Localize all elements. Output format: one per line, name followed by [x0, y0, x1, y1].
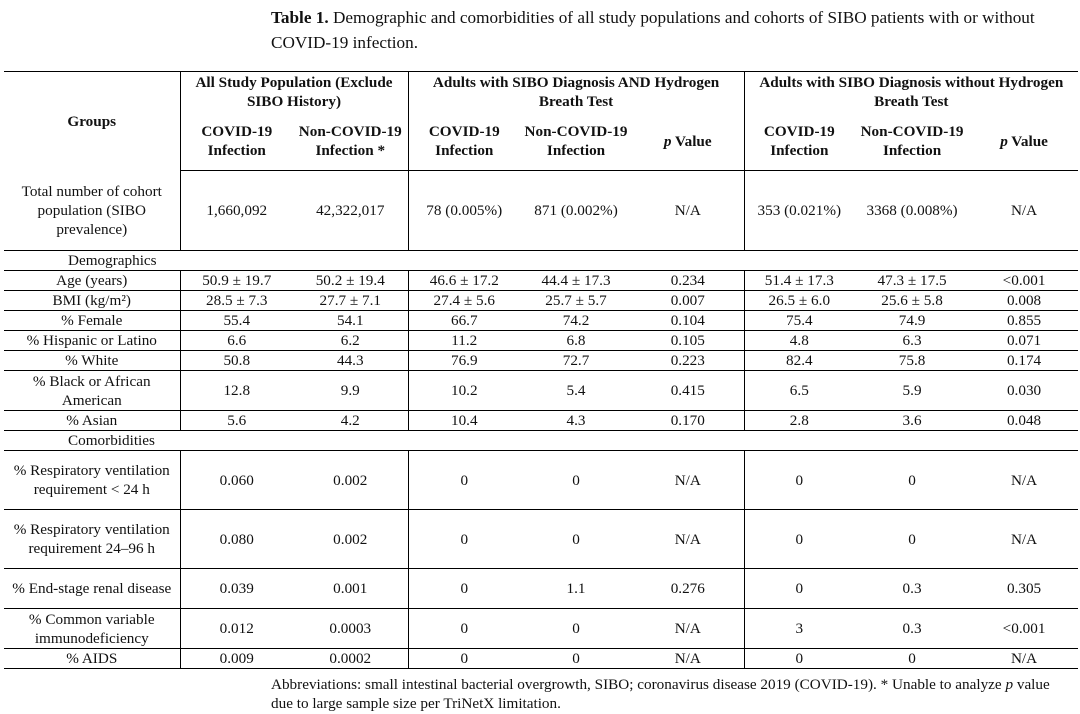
section-row	[4, 431, 1078, 451]
table-cell: 26.5 ± 6.0	[744, 291, 854, 311]
table-cell: 0.305	[970, 569, 1078, 609]
table-cell: 50.2 ± 19.4	[293, 271, 408, 291]
table-caption	[271, 5, 1071, 55]
table-cell: N/A	[632, 451, 744, 510]
p-italic: p	[1000, 132, 1008, 150]
table-cell: 0.234	[632, 271, 744, 291]
table-cell: 0	[744, 510, 854, 569]
table-cell: 0.170	[632, 411, 744, 431]
header-covid-2: COVID-19 Infection	[408, 113, 520, 171]
table-cell: 0.0002	[293, 649, 408, 669]
table-cell: 0.276	[632, 569, 744, 609]
p-rest: Value	[671, 132, 712, 150]
table-cell: 0.009	[180, 649, 293, 669]
table-cell: 50.8	[180, 351, 293, 371]
table-cell: 3	[744, 609, 854, 649]
table-cell: 0.223	[632, 351, 744, 371]
table-cell: 0.002	[293, 510, 408, 569]
table-cell: 42,322,017	[293, 171, 408, 251]
table-row	[4, 171, 1078, 251]
table-cell: 0.3	[854, 569, 970, 609]
table-row	[4, 510, 1078, 569]
table-cell: 44.3	[293, 351, 408, 371]
table-cell: 4.2	[293, 411, 408, 431]
table-cell: 0	[408, 510, 520, 569]
table-cell: 66.7	[408, 311, 520, 331]
table-cell: N/A	[632, 609, 744, 649]
row-label: % Respiratory ventilation requirement 24–96 h	[4, 510, 180, 569]
table-cell: 0.855	[970, 311, 1078, 331]
table-cell: 47.3 ± 17.5	[854, 271, 970, 291]
table-footnote	[271, 675, 1071, 713]
table-cell: 6.5	[744, 371, 854, 411]
table-cell: 0.0003	[293, 609, 408, 649]
header-groups: Groups	[4, 72, 180, 171]
table-cell: N/A	[632, 171, 744, 251]
table-cell: 0.105	[632, 331, 744, 351]
table-cell: 75.4	[744, 311, 854, 331]
row-label: % Hispanic or Latino	[4, 331, 180, 351]
row-label: Age (years)	[4, 271, 180, 291]
header-noncovid-3: Non-COVID-19 Infection	[854, 113, 970, 171]
table-row	[4, 411, 1078, 431]
row-label: % Asian	[4, 411, 180, 431]
table-cell: N/A	[632, 510, 744, 569]
row-label: % Black or African American	[4, 371, 180, 411]
table-cell: 0	[854, 649, 970, 669]
table-cell: 50.9 ± 19.7	[180, 271, 293, 291]
table-cell: 6.2	[293, 331, 408, 351]
table-cell: 4.3	[520, 411, 632, 431]
table-cell: 0.007	[632, 291, 744, 311]
caption-label: Table 1.	[271, 8, 329, 27]
table-cell: 25.7 ± 5.7	[520, 291, 632, 311]
table-row	[4, 351, 1078, 371]
table-cell: 0.071	[970, 331, 1078, 351]
table-cell: 3368 (0.008%)	[854, 171, 970, 251]
table-cell: 51.4 ± 17.3	[744, 271, 854, 291]
footnote-part2: value due to large sample size per TriNetX limitation.	[271, 676, 1050, 712]
table-row	[4, 451, 1078, 510]
header-pvalue-3	[970, 113, 1078, 171]
header-covid-1: COVID-19 Infection	[180, 113, 293, 171]
table-cell: <0.001	[970, 271, 1078, 291]
table-cell: 871 (0.002%)	[520, 171, 632, 251]
table-cell: 75.8	[854, 351, 970, 371]
table-cell: 0	[744, 451, 854, 510]
table-cell: 0	[744, 569, 854, 609]
row-label: % AIDS	[4, 649, 180, 669]
table-cell: 0	[520, 609, 632, 649]
section-label: Comorbidities	[4, 431, 1078, 451]
table-cell: 0.060	[180, 451, 293, 510]
table-row	[4, 271, 1078, 291]
table-cell: 3.6	[854, 411, 970, 431]
table-cell: 11.2	[408, 331, 520, 351]
table-cell: 0	[854, 510, 970, 569]
table-cell: 5.9	[854, 371, 970, 411]
table-cell: 0	[408, 649, 520, 669]
table-cell: 46.6 ± 17.2	[408, 271, 520, 291]
table-cell: 0.002	[293, 451, 408, 510]
table-cell: N/A	[970, 171, 1078, 251]
table-cell: 0	[520, 510, 632, 569]
table-cell: 44.4 ± 17.3	[520, 271, 632, 291]
table-cell: 74.2	[520, 311, 632, 331]
footnote-part1: Abbreviations: small intestinal bacterial overgrowth, SIBO; coronavirus disease 2019 (COVID-19). * Unable to analyze	[271, 676, 1006, 693]
table-cell: 2.8	[744, 411, 854, 431]
row-label: % Respiratory ventilation requirement < 24 h	[4, 451, 180, 510]
table-cell: 72.7	[520, 351, 632, 371]
table-cell: 0.3	[854, 609, 970, 649]
table-cell: 5.6	[180, 411, 293, 431]
table-cell: 0.039	[180, 569, 293, 609]
table-cell: 27.7 ± 7.1	[293, 291, 408, 311]
table-cell: 4.8	[744, 331, 854, 351]
table-cell: 0	[408, 609, 520, 649]
table-cell: 12.8	[180, 371, 293, 411]
table-row	[4, 371, 1078, 411]
table-cell: 0	[854, 451, 970, 510]
table-cell: 54.1	[293, 311, 408, 331]
section-label: Demographics	[4, 251, 1078, 271]
table-cell: 0	[408, 569, 520, 609]
table-row	[4, 291, 1078, 311]
caption-text: Demographic and comorbidities of all study populations and cohorts of SIBO patients with or without COVID-19 infection.	[271, 8, 1035, 52]
table-cell: N/A	[970, 510, 1078, 569]
table-cell: 28.5 ± 7.3	[180, 291, 293, 311]
table-cell: 25.6 ± 5.8	[854, 291, 970, 311]
table-row	[4, 649, 1078, 669]
p-italic: p	[663, 132, 672, 150]
table-cell: 82.4	[744, 351, 854, 371]
table-cell: 0.008	[970, 291, 1078, 311]
row-label: BMI (kg/m²)	[4, 291, 180, 311]
table-cell: 10.2	[408, 371, 520, 411]
header-noncovid-2: Non-COVID-19 Infection	[520, 113, 632, 171]
table-cell: 6.6	[180, 331, 293, 351]
table-cell: 6.3	[854, 331, 970, 351]
row-label: % End-stage renal disease	[4, 569, 180, 609]
table-cell: 27.4 ± 5.6	[408, 291, 520, 311]
table-row	[4, 311, 1078, 331]
table-row	[4, 569, 1078, 609]
table-cell: 0.001	[293, 569, 408, 609]
row-label: % White	[4, 351, 180, 371]
table-cell: 6.8	[520, 331, 632, 351]
row-label: % Female	[4, 311, 180, 331]
header-noncovid-1: Non-COVID-19 Infection *	[293, 113, 408, 171]
table-cell: 10.4	[408, 411, 520, 431]
table-cell: 74.9	[854, 311, 970, 331]
table-cell: 0	[520, 451, 632, 510]
header-covid-3: COVID-19 Infection	[744, 113, 854, 171]
table-cell: 0	[408, 451, 520, 510]
header-group-all-study: All Study Population (Exclude SIBO History)	[180, 72, 408, 113]
table-cell: 0.012	[180, 609, 293, 649]
table-cell: 0.104	[632, 311, 744, 331]
table-cell: 0.048	[970, 411, 1078, 431]
table-cell: 55.4	[180, 311, 293, 331]
row-label: Total number of cohort population (SIBO prevalence)	[4, 171, 180, 251]
table-cell: N/A	[632, 649, 744, 669]
header-group-sibo-breath-test: Adults with SIBO Diagnosis AND Hydrogen Breath Test	[408, 72, 744, 113]
footnote-p: p	[1005, 676, 1014, 693]
row-label: % Common variable immunodeficiency	[4, 609, 180, 649]
table-cell: 9.9	[293, 371, 408, 411]
table-row	[4, 609, 1078, 649]
table-cell: 1,660,092	[180, 171, 293, 251]
table-row	[4, 331, 1078, 351]
header-pvalue-2	[632, 113, 744, 171]
table-cell: 0.080	[180, 510, 293, 569]
table-cell: N/A	[970, 649, 1078, 669]
table-cell: 0.174	[970, 351, 1078, 371]
table-cell: 76.9	[408, 351, 520, 371]
table-cell: 78 (0.005%)	[408, 171, 520, 251]
section-row	[4, 251, 1078, 271]
header-group-sibo-no-breath-test: Adults with SIBO Diagnosis without Hydrogen Breath Test	[744, 72, 1078, 113]
table-cell: N/A	[970, 451, 1078, 510]
table-cell: 0.030	[970, 371, 1078, 411]
table-cell: 5.4	[520, 371, 632, 411]
demographics-table	[4, 71, 1078, 669]
table-cell: 0	[520, 649, 632, 669]
table-cell: 1.1	[520, 569, 632, 609]
p-rest: Value	[1007, 132, 1048, 150]
table-cell: 0.415	[632, 371, 744, 411]
table-cell: 0	[744, 649, 854, 669]
table-cell: 353 (0.021%)	[744, 171, 854, 251]
table-cell: <0.001	[970, 609, 1078, 649]
